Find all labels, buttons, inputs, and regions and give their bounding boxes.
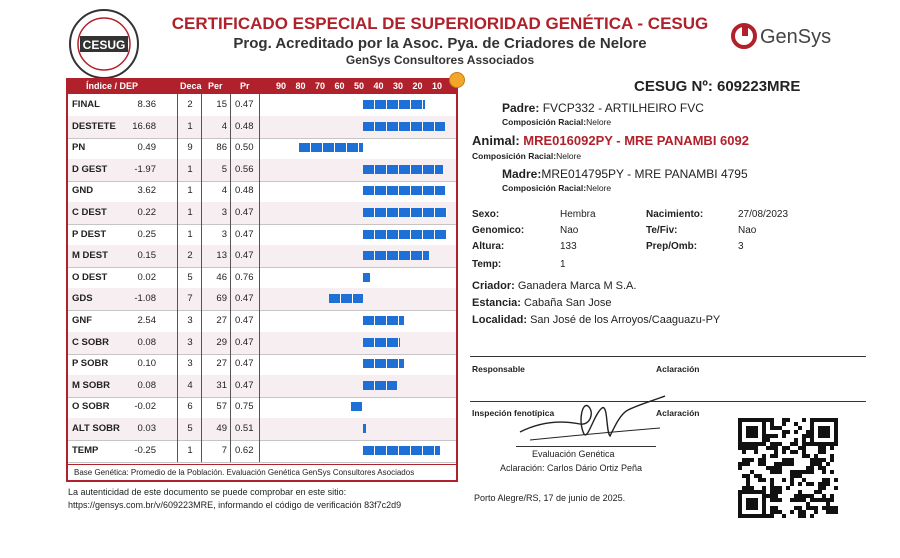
table-row: [68, 310, 456, 333]
table-row: [68, 267, 456, 290]
per-value: 5: [221, 163, 227, 175]
table-row: [68, 396, 456, 419]
percentile-bar: [363, 359, 404, 368]
deca-value: 7: [187, 293, 193, 305]
animal-composicion: Composición Racial:Nelore: [472, 151, 582, 161]
pr-value: 0.76: [235, 271, 254, 283]
trait-name: D GEST: [72, 163, 108, 175]
dep-value: 0.49: [137, 142, 156, 154]
dep-value: 0.08: [137, 379, 156, 391]
per-value: 27: [216, 358, 227, 370]
pr-value: 0.47: [235, 336, 254, 348]
percentile-bar: [363, 446, 440, 455]
dep-value: 16.68: [132, 120, 156, 132]
pr-value: 0.50: [235, 142, 254, 154]
per-value: 86: [216, 142, 227, 154]
table-row: [68, 137, 456, 160]
dep-value: 2.54: [137, 315, 156, 326]
trait-name: TEMP: [72, 444, 99, 456]
deca-value: 6: [187, 401, 193, 413]
percentile-bar: [329, 294, 363, 303]
percentile-bar: [363, 338, 400, 347]
table-row: [68, 94, 456, 117]
aclaracion-nombre: Aclaración: Carlos Dário Ortiz Peña: [500, 463, 643, 473]
percentile-bar: [363, 230, 447, 239]
header-deca: Deca: [180, 81, 202, 91]
altura-label: Altura:: [472, 241, 505, 252]
trait-name: C DEST: [72, 207, 107, 218]
table-row: [68, 440, 456, 463]
percentile-bar: [363, 208, 447, 217]
altura-value: 133: [560, 241, 577, 252]
aclaracion-label: Aclaración: [656, 364, 700, 374]
scale-label: 30: [393, 81, 404, 91]
deca-value: 2: [187, 250, 193, 262]
deca-value: 2: [187, 99, 193, 110]
temp-value: 1: [560, 259, 566, 270]
percentile-bar: [363, 381, 397, 390]
scale-label: 10: [432, 81, 443, 91]
pr-value: 0.75: [235, 401, 254, 413]
per-value: 4: [221, 185, 227, 197]
dep-value: -0.02: [134, 401, 156, 413]
pr-value: 0.62: [235, 444, 254, 456]
verify-text: La autenticidad de este documento se puede comprobar en este sitio:: [68, 487, 347, 497]
dep-value: 0.22: [137, 207, 156, 218]
dep-value: 0.08: [137, 336, 156, 348]
deca-value: 5: [187, 423, 193, 434]
table-row: [68, 288, 456, 311]
table-row: [68, 224, 456, 247]
pr-value: 0.47: [235, 315, 254, 326]
per-value: 3: [221, 207, 227, 218]
trait-name: M SOBR: [72, 379, 110, 391]
pr-value: 0.51: [235, 423, 254, 434]
prep-value: 3: [738, 241, 744, 252]
per-value: 27: [216, 315, 227, 326]
pr-value: 0.56: [235, 163, 254, 175]
genomico-value: Nao: [560, 225, 579, 236]
certificate-subtitle-2: GenSys Consultores Associados: [345, 53, 535, 67]
inspeccion-label: Inspeción fenotípica: [472, 408, 555, 418]
per-value: 3: [221, 228, 227, 240]
sexo-label: Sexo:: [472, 209, 500, 220]
per-value: 49: [216, 423, 227, 434]
scale-label: 80: [295, 81, 306, 91]
dep-value: 0.02: [137, 271, 156, 283]
table-row: [68, 180, 456, 203]
madre-composicion: Composición Racial:Nelore: [502, 183, 612, 193]
percentile-bar: [351, 402, 363, 411]
scale-label: 20: [412, 81, 423, 91]
pr-value: 0.47: [235, 99, 254, 110]
dep-value: -1.97: [134, 163, 156, 175]
tefiv-value: Nao: [738, 225, 757, 236]
estancia: Estancia: Cabaña San Jose: [472, 297, 612, 309]
dep-table: [66, 78, 458, 482]
tefiv-label: Te/Fiv:: [646, 225, 678, 236]
verify-link[interactable]: https://gensys.com.br/v/609223MRE, informando el código de verificación 83f7c2d9: [68, 500, 402, 510]
madre: Madre:MRE014795PY - MRE PANAMBI 4795: [502, 167, 748, 181]
deca-value: 1: [187, 444, 193, 456]
scale-label: 40: [373, 81, 384, 91]
deca-value: 1: [187, 163, 193, 175]
deca-value: 4: [187, 379, 193, 391]
per-value: 29: [216, 336, 227, 348]
cesug-logo: [68, 8, 140, 80]
percentile-bar: [363, 100, 425, 109]
localidad: Localidad: San José de los Arroyos/Caaguazu-PY: [472, 314, 721, 326]
criador: Criador: Ganadera Marca M S.A.: [472, 280, 637, 292]
evaluacion-label: Evaluación Genética: [532, 449, 615, 459]
deca-value: 3: [187, 358, 193, 370]
percentile-bar: [363, 424, 366, 433]
aclaracion-label-2: Aclaración: [656, 408, 700, 418]
dep-value: -0.25: [134, 444, 156, 456]
per-value: 46: [216, 271, 227, 283]
certificate-subtitle: Prog. Acreditado por la Asoc. Pya. de Criadores de Nelore: [233, 35, 647, 52]
deca-value: 3: [187, 336, 193, 348]
dep-value: 0.10: [137, 358, 156, 370]
dep-value: 3.62: [137, 185, 156, 197]
pr-value: 0.48: [235, 185, 254, 197]
pr-value: 0.47: [235, 228, 254, 240]
trait-name: C SOBR: [72, 336, 109, 348]
percentile-bar: [363, 251, 429, 260]
lugar-fecha: Porto Alegre/RS, 17 de junio de 2025.: [474, 493, 626, 503]
deca-value: 3: [187, 315, 193, 326]
trait-name: O SOBR: [72, 401, 110, 413]
temp-label: Temp:: [472, 259, 502, 270]
per-value: 57: [216, 401, 227, 413]
pr-value: 0.47: [235, 379, 254, 391]
table-row: [68, 332, 456, 355]
gensys-logo-text: GenSys: [760, 26, 832, 48]
per-value: 69: [216, 293, 227, 305]
cesug-number: CESUG Nº: 609223MRE: [634, 78, 801, 95]
pr-value: 0.47: [235, 207, 254, 218]
animal: Animal: MRE016092PY - MRE PANAMBI 6092: [472, 133, 749, 148]
dep-table-header: [68, 80, 456, 94]
cesug-logo-text: CESUG: [82, 38, 126, 52]
trait-name: P DEST: [72, 228, 107, 240]
deca-value: 1: [187, 228, 193, 240]
per-value: 13: [216, 250, 227, 262]
table-row: [68, 116, 456, 139]
padre-composicion: Composición Racial:Nelore: [502, 117, 612, 127]
trait-name: ALT SOBR: [72, 423, 120, 434]
table-row: [68, 418, 456, 441]
dep-value: 0.25: [137, 228, 156, 240]
dep-value: -1.08: [134, 293, 156, 305]
gensys-logo: [730, 20, 860, 52]
percentile-bar: [363, 273, 370, 282]
pr-value: 0.48: [235, 120, 254, 132]
sexo-value: Hembra: [560, 209, 596, 220]
table-row: [68, 245, 456, 268]
deca-value: 1: [187, 207, 193, 218]
trait-name: PN: [72, 142, 86, 154]
pr-value: 0.47: [235, 358, 254, 370]
trait-name: DESTETE: [72, 120, 116, 132]
trait-name: GNF: [72, 315, 93, 326]
signature-image: [510, 392, 670, 450]
percentile-bar: [363, 165, 443, 174]
table-row: [68, 159, 456, 182]
dep-value: 0.03: [137, 423, 156, 434]
trait-name: GND: [72, 185, 94, 197]
percentile-bar: [363, 316, 404, 325]
scale-label: 90: [276, 81, 287, 91]
qr-code-icon[interactable]: [738, 418, 838, 518]
genomico-label: Genomico:: [472, 225, 525, 236]
table-row: [68, 353, 456, 376]
trait-name: P SOBR: [72, 358, 109, 370]
trait-name: GDS: [72, 293, 93, 305]
signature-line-1: [470, 356, 866, 357]
header-per: Per: [208, 81, 223, 91]
medal-icon: [449, 72, 465, 88]
table-footer: Base Genética: Promedio de la Población. Evaluación Genética GenSys Consultores Asociados: [68, 464, 456, 480]
percentile-bar: [299, 143, 363, 152]
scale-label: 70: [315, 81, 326, 91]
table-row: [68, 375, 456, 398]
per-value: 15: [216, 99, 227, 110]
nacimiento-label: Nacimiento:: [646, 209, 704, 220]
header-index: Índice / DEP: [86, 81, 139, 91]
pr-value: 0.47: [235, 293, 254, 305]
dep-value: 0.15: [137, 250, 156, 262]
scale-label: 60: [334, 81, 345, 91]
certificate-title: CERTIFICADO ESPECIAL DE SUPERIORIDAD GENÉTICA - CESUG: [171, 14, 709, 33]
trait-name: O DEST: [72, 271, 108, 283]
header-pr: Pr: [240, 81, 250, 91]
percentile-bar: [363, 186, 445, 195]
nacimiento-value: 27/08/2023: [738, 209, 789, 220]
prep-label: Prep/Omb:: [646, 241, 698, 252]
dep-value: 8.36: [137, 99, 156, 110]
padre: Padre: FVCP332 - ARTILHEIRO FVC: [502, 101, 704, 115]
percentile-bar: [363, 122, 445, 131]
responsable-label: Responsable: [472, 364, 525, 374]
trait-name: FINAL: [72, 99, 100, 110]
deca-value: 1: [187, 120, 193, 132]
deca-value: 1: [187, 185, 193, 197]
deca-value: 5: [187, 271, 193, 283]
per-value: 7: [221, 444, 227, 456]
deca-value: 9: [187, 142, 193, 154]
per-value: 4: [221, 120, 227, 132]
scale-label: 50: [354, 81, 365, 91]
trait-name: M DEST: [72, 250, 108, 262]
table-row: [68, 202, 456, 225]
per-value: 31: [216, 379, 227, 391]
pr-value: 0.47: [235, 250, 254, 262]
